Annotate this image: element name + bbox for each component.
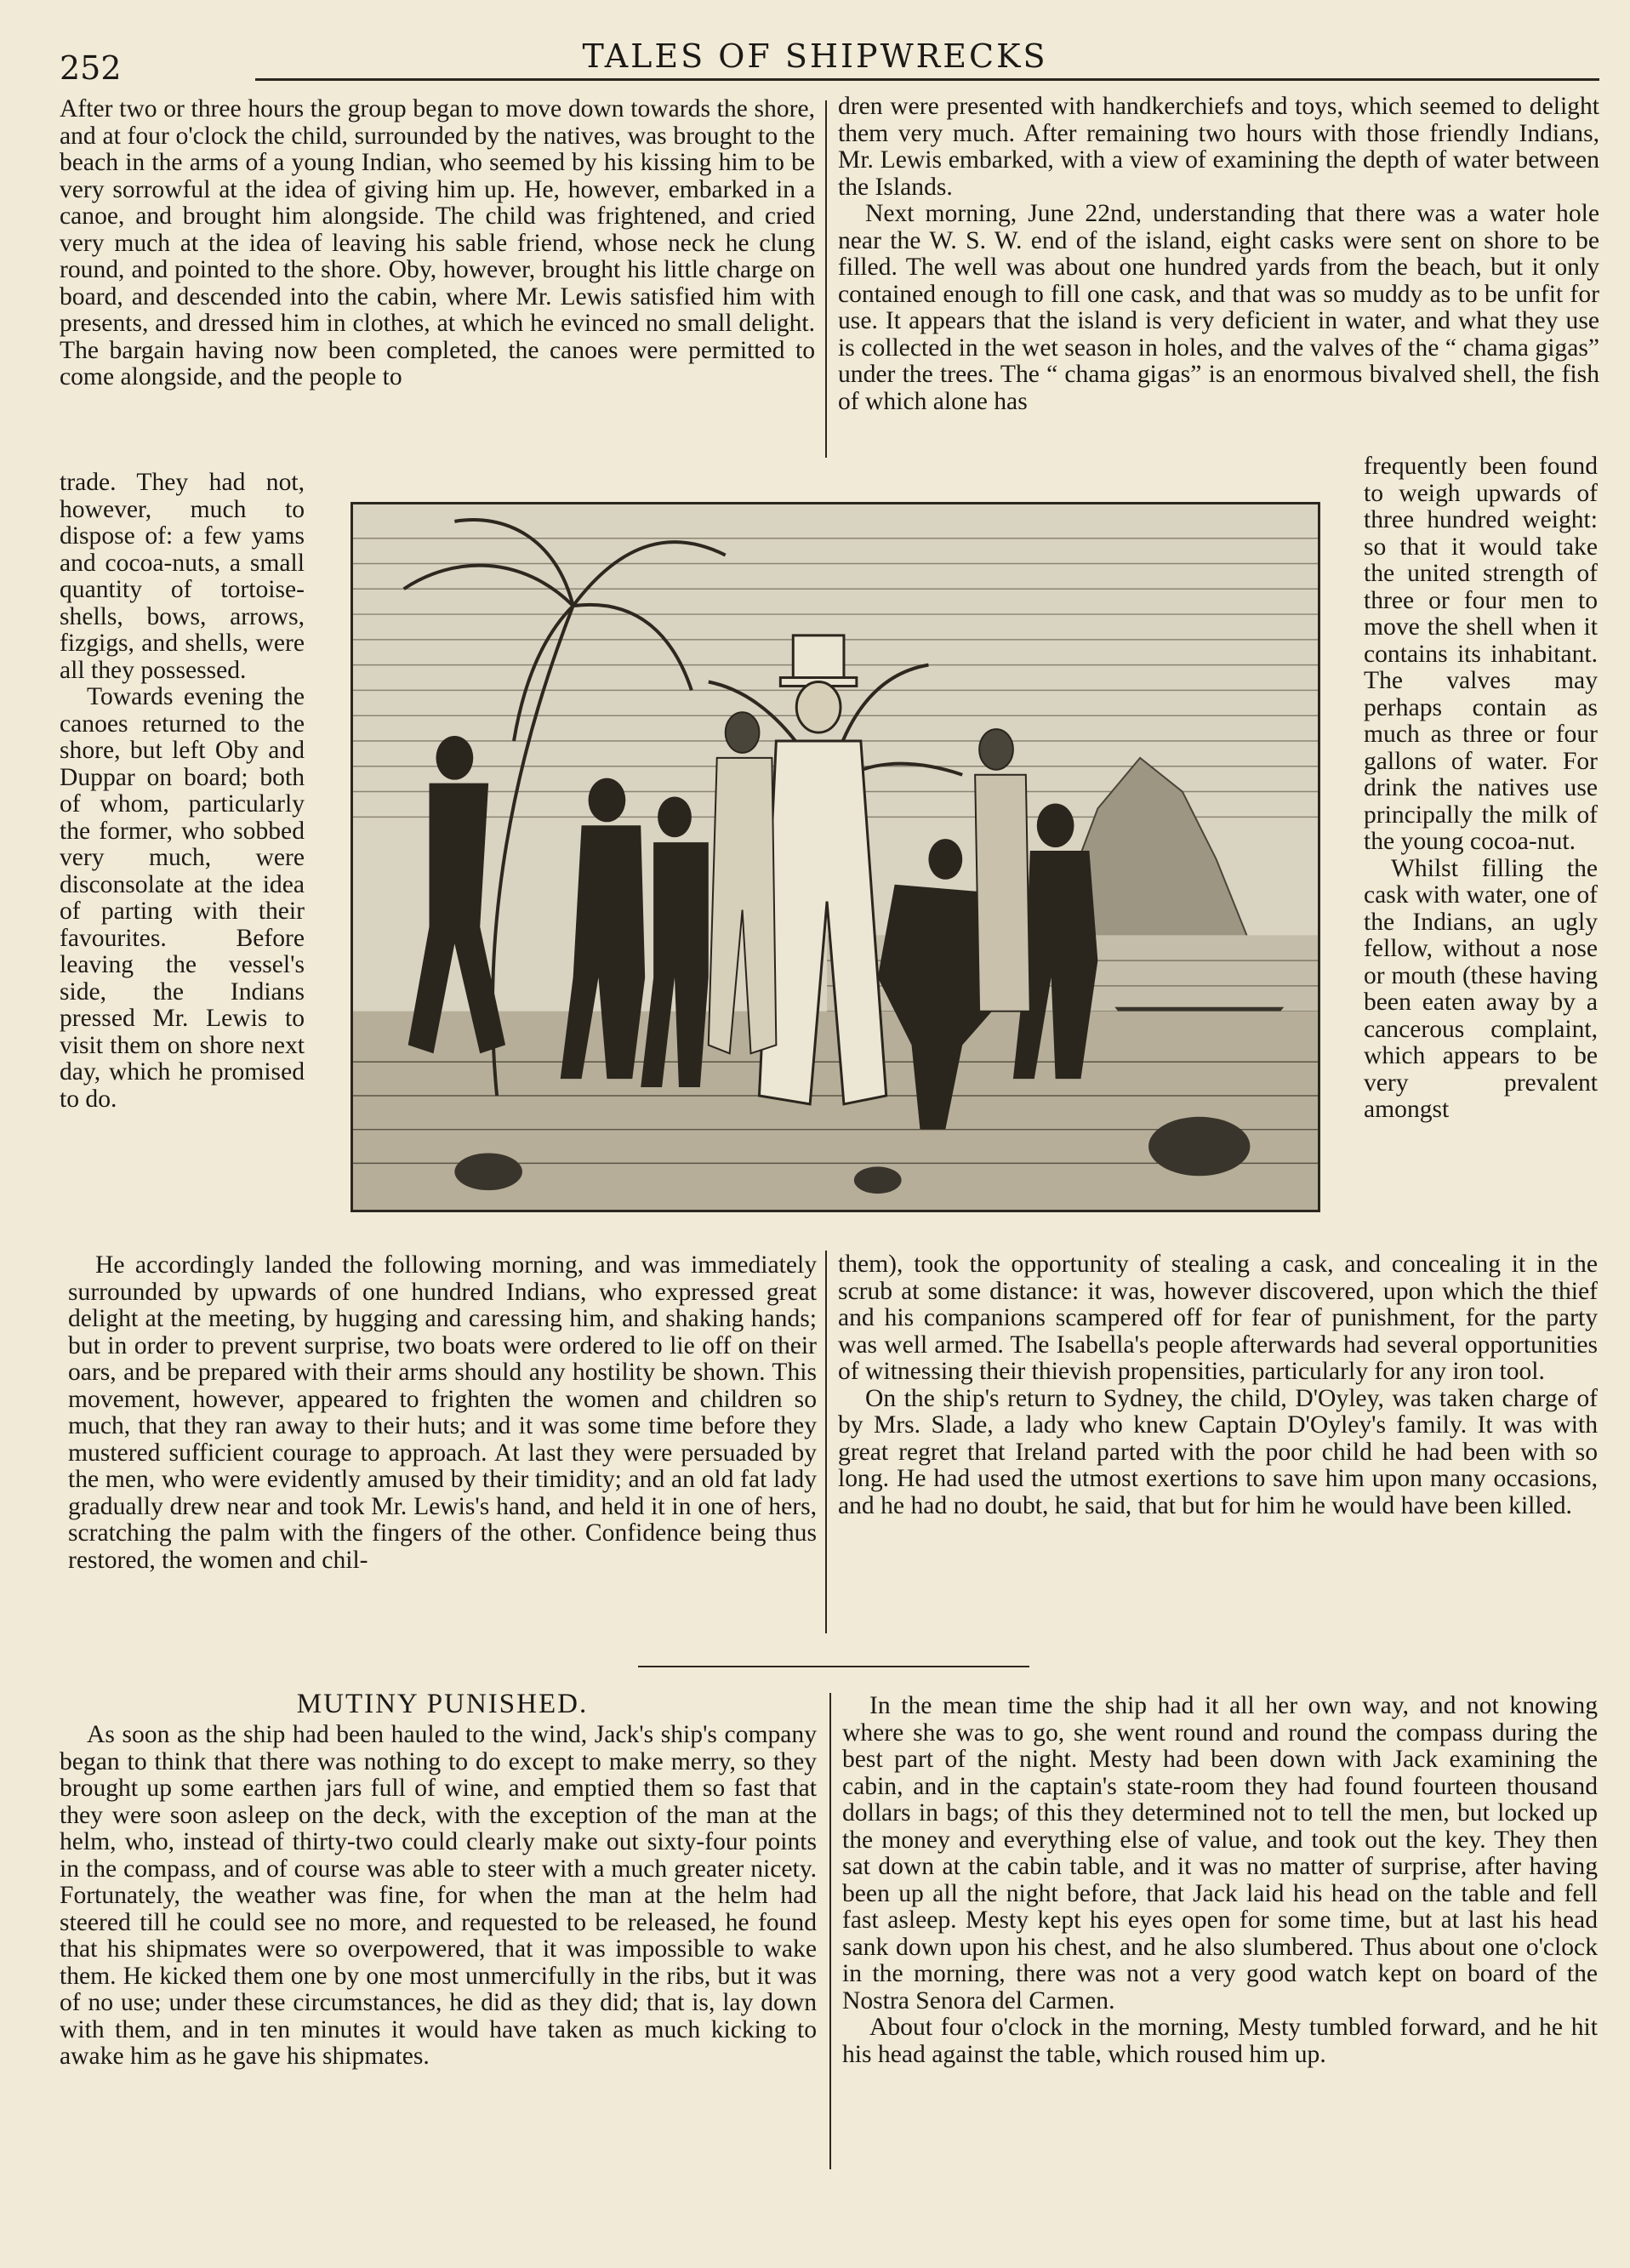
article1-paragraph: He accordingly landed the following morning, and was immediately surrounded by upwards of one hundred Indians, who expressed great delight at the meeting, by hugging and caressing him, and shaking hands; but in order to prevent surprise, two boats were ordered to lie off on their oars, and be prepared with their arms should any hostility be shown. This movement, however, appeared to frighten the women and children so much, that they ran away to their huts; and it was some time before they mustered sufficient courage to approach. At last they were persuaded by the men, who were evidently amused by their timidity; and an old fat lady gradually drew near and took Mr. Lewis's hand, and held it in one of hers, scratching the palm with the fingers of the other. Confidence being thus restored, the women and chil- (68, 1251, 817, 1574)
article1-paragraph: After two or three hours the group began to move down towards the shore, and at four o'clock the child, surrounded by the natives, was brought to the beach in the arms of a young Indian, who seemed by his kissing him to be very sorrowful at the idea of giving him up. He, however, embarked in a canoe, and brought him alongside. The child was frightened, and cried very much at the idea of leaving his sable friend, whose neck he clung round, and pointed to the shore. Oby, however, brought his little charge on board, and descended into the cabin, where Mr. Lewis satisfied him with presents, and dressed him in clothes, at which he evinced no small delight. The bargain having now been completed, the canoes were permitted to come alongside, and the people to (60, 95, 815, 390)
header-rule (255, 78, 1599, 81)
article1-paragraph: frequently been found to weigh upwards of three hundred weight: so that it would take the united strength of three or four men to move the shell when it contains its inhabitant. The valves may perhaps contain as much as three or four gallons of water. For drink the natives use principally the milk of the young cocoa-nut. (1364, 453, 1598, 855)
article1-left-narrow (60, 470, 305, 1113)
natives-greeting-scene (353, 504, 1318, 1210)
article2-left-column (60, 1722, 817, 2071)
article2-paragraph: As soon as the ship had been hauled to the wind, Jack's ship's company began to think that there was nothing to do except to make merry, so they brought up some earthen jars full of wine, and emptied them so fast that they were soon asleep on the deck, with the exception of the man at the helm, who, instead of thirty-two could clearly make out sixty-four points in the compass, and of course was able to steer with a much greater nicety. Fortunately, the weather was fine, for when the man at the helm had steered till he could see no more, and requested to be released, he found that his shipmates were so overpowered, that it was impossible to wake them. He kicked them one by one most unmercifully in the ribs, but it was of no use; under these circumstances, he did as they did; that is, lay down with them, and in ten minutes it would have taken as much kicking to awake him as he gave his shipmates. (60, 1721, 817, 2070)
article2-right-column (842, 1693, 1598, 2068)
article1-right-bottom (838, 1251, 1598, 1519)
article1-paragraph: Towards evening the canoes returned to the shore, but left Oby and Duppar on board; both of whom, particularly the former, who sobbed very much, were disconsolate at the idea of parting with their favourites. Before leaving the vessel's side, the Indians pressed Mr. Lewis to visit them on shore next day, which he promised to do. (60, 683, 305, 1113)
article2-paragraph: About four o'clock in the morning, Mesty tumbled forward, and he hit his head against the table, which roused him up. (842, 2014, 1598, 2068)
article2-paragraph: In the mean time the ship had it all her own way, and not knowing where she was to go, she went round and round the compass during the best part of the night. Mesty had been down with Jack examining the cabin, and in the captain's state-room they had found fourteen thousand dollars in bags; of this they determined not to tell the men, but locked up the money and everything else of value, and took out the key. They then sat down at the cabin table, and it was no matter of surprise, after having been up all the night before, that Jack laid his head on the table and fell fast asleep. Mesty kept his eyes open for some time, but at last his head sank down upon his chest, and he also slumbered. Thus about one o'clock in the morning, there was not a very good watch kept on board of the Nostra Senora del Carmen. (842, 1692, 1598, 2014)
article1-paragraph: trade. They had not, however, much to dispose of: a few yams and cocoa-nuts, a small quantity of tortoise-shells, bows, arrows, fizgigs, and shells, were all they possessed. (60, 469, 305, 684)
article1-left-bottom (68, 1252, 817, 1574)
page-number: 252 (60, 49, 122, 87)
column-divider (825, 1251, 827, 1633)
article1-paragraph: dren were presented with handkerchiefs and toys, which seemed to delight them very much. After remaining two hours with those friendly Indians, Mr. Lewis embarked, with a view of examining the depth of water between the Islands. (838, 93, 1599, 201)
article1-paragraph: Whilst filling the cask with water, one of the Indians, an ugly fellow, without a nose or mouth (these having been eaten away by a cancerous complaint, which appears to be very prevalent amongst (1364, 854, 1598, 1123)
article2-title: MUTINY PUNISHED. (296, 1689, 589, 1719)
running-title: TALES OF SHIPWRECKS (582, 37, 1048, 75)
article1-right-top (838, 94, 1599, 415)
column-divider (825, 100, 827, 458)
article1-right-narrow (1364, 453, 1598, 1124)
engraving-illustration (351, 502, 1320, 1212)
article1-paragraph: Next morning, June 22nd, understanding that there was a water hole near the W. S. W. end of the island, eight casks were sent on shore to be filled. The well was about one hundred yards from the beach, but it only contained enough to fill one cask, and that was so muddy as to be unfit for use. It appears that the island is very deficient in water, and what they use is collected in the wet season in holes, and the valves of the “ chama gigas” under the trees. The “ chama gigas” is an enormous bivalved shell, the fish of which alone has (838, 200, 1599, 415)
article1-paragraph: them), took the opportunity of stealing a cask, and concealing it in the scrub at some distance: it was, however discovered, upon which the thief and his companions scampered off for fear of punishment, for the party was well armed. The Isabella's people afterwards had several opportunities of witnessing their thievish propensities, particularly for any iron tool. (838, 1251, 1598, 1385)
article1-left-top (60, 96, 815, 391)
section-rule (638, 1666, 1029, 1667)
column-divider (829, 1693, 831, 2169)
article1-paragraph: On the ship's return to Sydney, the child, D'Oyley, was taken charge of by Mrs. Slade, a lady who knew Captain D'Oyley's family. It was with great regret that Ireland parted with the poor child he had been with so long. He had used the utmost exertions to save him upon many occasions, and he had no doubt, he said, that but for him he would have been killed. (838, 1384, 1598, 1519)
